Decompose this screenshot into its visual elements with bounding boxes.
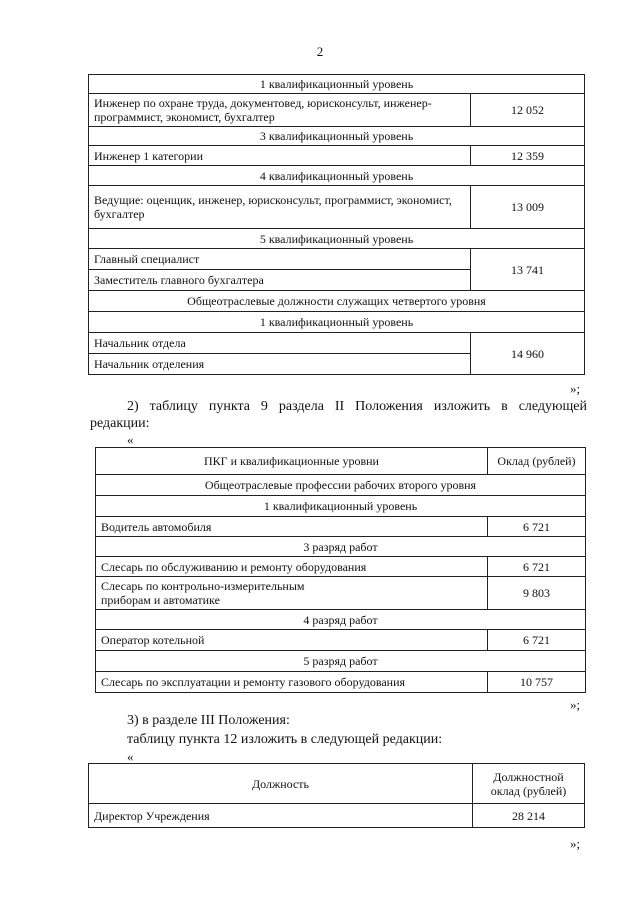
profession-name: Оператор котельной <box>96 630 488 651</box>
position-name: Начальник отдела <box>89 333 471 354</box>
column-header: Должность <box>89 764 473 804</box>
level-header: 4 квалификационный уровень <box>89 166 585 186</box>
level-header: 1 квалификационный уровень <box>96 496 586 517</box>
paragraph-2: 2) таблицу пункта 9 раздела II Положения изложить в следующей редакции: <box>90 399 587 431</box>
group-header: Общеотраслевые профессии рабочих второго уровня <box>96 475 586 496</box>
column-header: ПКГ и квалификационные уровни <box>96 448 488 475</box>
profession-name: Водитель автомобиля <box>96 517 488 537</box>
salary-value: 10 757 <box>488 672 586 693</box>
position-name: Начальник отделения <box>89 354 471 375</box>
paragraph-3-line-2: таблицу пункта 12 изложить в следующей редакции: <box>127 732 443 747</box>
grade-header: 4 разряд работ <box>96 610 586 630</box>
position-name: Инженер по охране труда, документовед, юрисконсульт, инженер-программист, экономист, бухгалтер <box>89 94 471 127</box>
position-name: Директор Учреждения <box>89 804 473 828</box>
salary-value: 28 214 <box>473 804 585 828</box>
open-quote: « <box>127 749 134 764</box>
close-quote: »; <box>570 697 581 712</box>
paragraph-3-line-1: 3) в разделе III Положения: <box>127 713 290 728</box>
position-name: Ведущие: оценщик, инженер, юрисконсульт, программист, экономист, бухгалтер <box>89 186 471 229</box>
salary-table-2 <box>95 447 586 693</box>
column-header: Оклад (рублей) <box>488 448 586 475</box>
salary-value: 13 009 <box>471 186 585 229</box>
profession-name: Слесарь по контрольно-измерительным приборам и автоматике <box>96 577 488 610</box>
salary-value: 13 741 <box>471 249 585 291</box>
salary-table-1 <box>88 74 585 375</box>
salary-table-3 <box>88 763 585 828</box>
level-header: 1 квалификационный уровень <box>89 312 585 333</box>
salary-value: 6 721 <box>488 557 586 577</box>
level-header: 3 квалификационный уровень <box>89 127 585 146</box>
close-quote: »; <box>570 836 581 851</box>
level-header: 5 квалификационный уровень <box>89 229 585 249</box>
salary-value: 12 359 <box>471 146 585 166</box>
page-number: 2 <box>316 44 324 59</box>
position-name: Инженер 1 категории <box>89 146 471 166</box>
group-header: Общеотраслевые должности служащих четвертого уровня <box>89 291 585 312</box>
salary-value: 9 803 <box>488 577 586 610</box>
column-header: Должностной оклад (рублей) <box>473 764 585 804</box>
position-name: Главный специалист <box>89 249 471 270</box>
salary-value: 6 721 <box>488 630 586 651</box>
level-header: 1 квалификационный уровень <box>89 75 585 94</box>
grade-header: 5 разряд работ <box>96 651 586 672</box>
close-quote: »; <box>570 381 581 396</box>
grade-header: 3 разряд работ <box>96 537 586 557</box>
profession-name: Слесарь по эксплуатации и ремонту газового оборудования <box>96 672 488 693</box>
salary-value: 12 052 <box>471 94 585 127</box>
salary-value: 6 721 <box>488 517 586 537</box>
position-name: Заместитель главного бухгалтера <box>89 270 471 291</box>
profession-name: Слесарь по обслуживанию и ремонту оборудования <box>96 557 488 577</box>
salary-value: 14 960 <box>471 333 585 375</box>
open-quote: « <box>127 432 134 447</box>
